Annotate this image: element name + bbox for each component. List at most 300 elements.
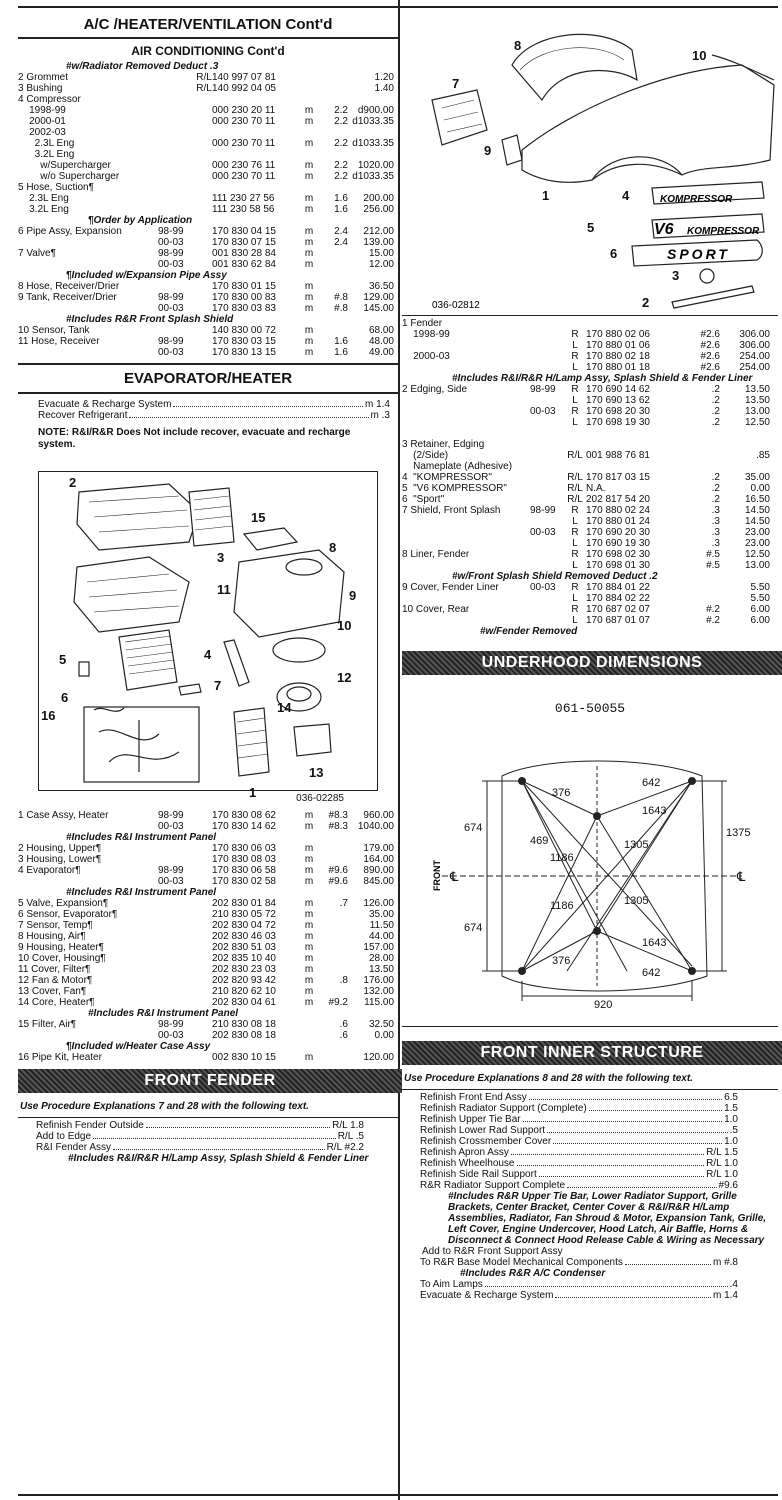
part-number: 202 830 04 61 (212, 997, 276, 1008)
dim-642-top: 642 (642, 777, 661, 789)
part-name (18, 1030, 158, 1041)
part-side (196, 843, 212, 854)
part-years: 00-03 (530, 527, 556, 538)
part-row (18, 920, 398, 931)
part-name: 8 Hose, Receiver/Drier (18, 281, 120, 292)
callout-5: 5 (59, 652, 67, 667)
part-price: 126.00 (363, 898, 394, 909)
part-name (18, 259, 158, 270)
part-flag (300, 1019, 318, 1030)
part-years (530, 483, 564, 494)
callout-7: 7 (214, 678, 222, 693)
fender-procedure-note: Use Procedure Explanations 7 and 28 with the following text. (20, 1101, 309, 1112)
part-years (530, 417, 564, 428)
callout-2: 2 (642, 295, 650, 310)
part-name: 2 Edging, Side (402, 384, 468, 395)
part-price: 14.50 (744, 505, 770, 516)
part-years (158, 986, 196, 997)
part-price: 49.00 (368, 347, 394, 358)
part-name: w/o Supercharger (18, 171, 120, 182)
part-row (402, 483, 778, 494)
part-labor-time (318, 964, 348, 975)
part-years (530, 593, 564, 604)
part-row (18, 953, 398, 964)
callout-3: 3 (217, 550, 225, 565)
part-labor-time: 1.6 (334, 204, 348, 215)
part-price: 1040.00 (357, 821, 394, 832)
part-row (402, 549, 778, 560)
part-side (196, 325, 212, 336)
callout-15: 15 (251, 510, 266, 525)
part-side (196, 303, 212, 314)
section-subtitle: AIR CONDITIONING Cont'd (131, 44, 285, 58)
callout-12: 12 (337, 670, 352, 685)
part-price: 23.00 (744, 538, 770, 549)
part-row (18, 336, 398, 347)
part-row (18, 1030, 398, 1041)
fender-labor (18, 1117, 398, 1153)
part-years (158, 909, 196, 920)
part-number: 170 830 14 62 (212, 821, 276, 832)
inner-labor (402, 1089, 778, 1191)
callout-6: 6 (61, 690, 69, 705)
part-row (18, 259, 398, 270)
part-number: 001 830 62 84 (212, 259, 276, 270)
part-price: 6.00 (750, 604, 770, 615)
part-name (402, 516, 530, 527)
part-side (196, 105, 212, 116)
part-number: 170 690 19 30 (586, 538, 650, 549)
part-row (18, 964, 398, 975)
part-row (402, 384, 778, 395)
part-number (212, 94, 300, 105)
part-row (402, 318, 778, 329)
part-labor-time (318, 953, 348, 964)
part-number: 170 698 19 30 (586, 417, 650, 428)
ac-note-2: ¶Order by Application (88, 215, 193, 226)
part-side (564, 318, 586, 329)
part-labor-time: .3 (711, 538, 720, 549)
badge-kompressor: KOMPRESSOR (660, 194, 733, 205)
dim-1186-bottom: 1186 (550, 900, 574, 912)
part-price: 145.00 (363, 303, 394, 314)
part-flag: m (304, 171, 314, 182)
part-price: 5.50 (750, 582, 770, 593)
dim-1305-top: 1305 (624, 839, 649, 851)
labor-row: Refinish Apron Assy R/L 1.5 (420, 1147, 738, 1158)
part-side: L (572, 560, 578, 571)
front-inner-structure-title: FRONT INNER STRUCTURE (402, 1041, 782, 1065)
part-name (402, 560, 530, 571)
part-labor-time: #.8 (334, 292, 348, 303)
part-row (402, 417, 778, 428)
part-years (158, 127, 196, 138)
part-name (402, 406, 530, 417)
part-name (402, 428, 530, 439)
part-years (530, 351, 564, 362)
part-side: L (572, 516, 578, 527)
part-price: 115.00 (364, 997, 394, 1008)
part-years: 98-99 (158, 810, 184, 821)
part-labor-time: #.8 (334, 303, 348, 314)
part-labor-time: #.2 (706, 604, 720, 615)
callout-1: 1 (249, 785, 257, 800)
part-flag: m (304, 248, 314, 259)
part-flag: m (304, 821, 314, 832)
part-flag: m (304, 876, 314, 887)
ac-note-3: ¶Included w/Expansion Pipe Assy (66, 270, 227, 281)
part-price: 14.50 (744, 516, 770, 527)
part-number: 202 830 23 03 (212, 964, 276, 975)
part-number: 202 830 46 03 (212, 931, 276, 942)
labor-row: Refinish Fender Outside R/L 1.8 (36, 1120, 364, 1131)
part-row (402, 560, 778, 571)
part-labor-time: .2 (711, 483, 720, 494)
dim-376-top: 376 (552, 787, 571, 799)
part-row (18, 810, 398, 821)
part-row (402, 395, 778, 406)
callout-9: 9 (349, 588, 357, 603)
part-years: 00-03 (158, 821, 184, 832)
part-flag: m (304, 292, 314, 303)
part-years (158, 975, 196, 986)
part-row (402, 593, 778, 604)
part-labor-time (318, 942, 348, 953)
part-years: 00-03 (530, 582, 556, 593)
labor-row: Refinish Lower Rad Support .5 (420, 1125, 738, 1136)
part-side (196, 259, 212, 270)
part-labor-time: 2.4 (334, 237, 348, 248)
part-price: 890.00 (363, 865, 394, 876)
part-side (196, 920, 212, 931)
part-row (402, 494, 778, 505)
centerline-left: ℄ (450, 869, 459, 884)
part-years (530, 516, 564, 527)
part-row (402, 505, 778, 516)
badge-v6: V6 (654, 221, 674, 238)
part-flag: m (304, 953, 314, 964)
part-number: 170 830 07 15 (212, 237, 276, 248)
part-price: 200.00 (363, 193, 394, 204)
part-name: 12 Fan & Motor¶ (18, 975, 93, 986)
centerline-right: ℄ (737, 869, 746, 884)
part-number: 111 230 27 56 (212, 193, 275, 204)
part-years (158, 964, 196, 975)
part-price: 68.00 (368, 325, 394, 336)
part-years (158, 94, 196, 105)
dim-1305-bottom: 1305 (624, 895, 649, 907)
part-row (18, 843, 398, 854)
part-flag: m (304, 909, 314, 920)
part-flag: m (304, 281, 314, 292)
labor-row: Evacuate & Recharge System m 1.4 (38, 399, 390, 410)
part-years (530, 615, 564, 626)
part-labor-time (318, 843, 348, 854)
part-name: 6 "Sport" (402, 494, 445, 505)
part-side (196, 149, 212, 160)
labor-row: R&I Fender Assy R/L #2.2 (36, 1142, 364, 1153)
dim-1643-top: 1643 (642, 805, 667, 817)
part-labor-time: 1.6 (334, 347, 348, 358)
part-labor-time (676, 450, 720, 461)
part-number: 000 230 76 11 (212, 160, 276, 171)
part-number: 210 830 05 72 (212, 909, 276, 920)
labor-row: R&R Radiator Support Complete #9.6 (420, 1180, 738, 1191)
part-side (196, 997, 212, 1008)
part-price: 306.00 (739, 329, 770, 340)
part-price: 1020.00 (357, 160, 394, 171)
part-number (212, 149, 300, 160)
part-row (18, 237, 398, 248)
part-name: 2.3L Eng (18, 193, 69, 204)
part-side (196, 986, 212, 997)
part-side (196, 942, 212, 953)
inner-note: #Includes R&R Upper Tie Bar, Lower Radiator Support, Grille Brackets, Center Bracket, Center Cover & R&I/R&R H/Lamp Assemblies, Radiator, Fan Shroud & Motor, Expansion Tank, Grille, Left Cover, Engine Undercover, Hood Latch, Air Baffle, Horns & Disconnect & Connect Hood Release Cable & Wiring as Necessary (448, 1191, 767, 1246)
part-labor-time: #9.6 (328, 876, 348, 887)
part-name: 3 Housing, Lower¶ (18, 854, 102, 865)
part-row (18, 865, 398, 876)
part-price: 306.00 (739, 340, 770, 351)
part-price: 212.00 (363, 226, 394, 237)
part-years (158, 953, 196, 964)
part-labor-time: .3 (711, 527, 720, 538)
part-price: 13.00 (744, 560, 770, 571)
part-name (402, 593, 530, 604)
underhood-diagram (402, 681, 778, 1027)
part-years: 00-03 (158, 347, 184, 358)
part-price (720, 439, 770, 450)
part-name: 2.3L Eng (18, 138, 75, 149)
part-number: 170 690 20 30 (586, 527, 650, 538)
front-fender-title: FRONT FENDER (18, 1069, 402, 1093)
part-name: 8 Liner, Fender (402, 549, 470, 560)
part-name: 4 Compressor (18, 94, 81, 105)
part-row (18, 171, 398, 182)
part-price: 12.50 (744, 549, 770, 560)
part-name: 15 Filter, Air¶ (18, 1019, 77, 1030)
part-labor-time (318, 1052, 348, 1063)
callout-4: 4 (204, 647, 212, 662)
part-years (158, 171, 196, 182)
part-years (530, 604, 564, 615)
part-years (158, 105, 196, 116)
part-flag: m (304, 898, 314, 909)
part-labor-time (318, 72, 348, 83)
part-years (158, 138, 196, 149)
part-number: 170 884 01 22 (586, 582, 650, 593)
part-number: 202 830 04 72 (212, 920, 276, 931)
part-number: 170 830 06 03 (212, 843, 276, 854)
part-row (18, 909, 398, 920)
part-number: 001 988 76 81 (586, 450, 650, 461)
part-labor-time: #.5 (706, 560, 720, 571)
evap-parts-list (18, 810, 398, 832)
part-name: 1 Case Assy, Heater (18, 810, 109, 821)
callout-4: 4 (622, 188, 630, 203)
part-number: 140 997 07 81 (212, 72, 276, 83)
part-name: 8 Housing, Air¶ (18, 931, 86, 942)
part-side (196, 281, 212, 292)
part-number: 202 835 10 40 (212, 953, 276, 964)
part-row (402, 406, 778, 417)
labor-row: Refinish Front End Assy 6.5 (420, 1092, 738, 1103)
part-name: 10 Cover, Rear (402, 604, 470, 615)
part-labor-time (676, 439, 720, 450)
callout-9: 9 (484, 143, 492, 158)
part-name: 9 Cover, Fender Liner (402, 582, 499, 593)
part-number: 170 880 02 06 (586, 329, 650, 340)
part-flag (300, 182, 318, 193)
part-price: 1.40 (374, 83, 394, 94)
part-years: 98-99 (530, 505, 556, 516)
labor-row: Recover Refrigerant m .3 (38, 410, 390, 421)
part-number: 140 830 00 72 (212, 325, 276, 336)
part-side (196, 854, 212, 865)
part-side: R (571, 549, 579, 560)
part-number (586, 428, 676, 439)
part-name: 10 Cover, Housing¶ (18, 953, 106, 964)
part-side: R/L (567, 483, 583, 494)
part-price: 13.50 (368, 964, 394, 975)
callout-5: 5 (587, 220, 595, 235)
part-side (196, 975, 212, 986)
part-name: 13 Cover, Fan¶ (18, 986, 87, 997)
part-price: 120.00 (363, 1052, 394, 1063)
part-name (18, 303, 158, 314)
part-side (196, 160, 212, 171)
part-name: 3.2L Eng (18, 204, 69, 215)
part-labor-time (318, 127, 348, 138)
part-name: 10 Sensor, Tank (18, 325, 90, 336)
part-row (18, 149, 398, 160)
left-column (18, 0, 400, 1500)
ac-parts-list-4 (18, 325, 398, 358)
callout-3: 3 (672, 268, 680, 283)
fender-note: #Includes R&I/R&R H/Lamp Assy, Splash Shield & Fender Liner (68, 1153, 369, 1164)
part-years: 98-99 (158, 336, 184, 347)
part-years: 00-03 (158, 303, 184, 314)
part-price (348, 182, 398, 193)
part-name: 9 Tank, Receiver/Drier (18, 292, 117, 303)
part-name (18, 237, 158, 248)
part-years (158, 997, 196, 1008)
part-row (18, 226, 398, 237)
part-row (18, 997, 398, 1008)
part-price: 0.00 (750, 483, 770, 494)
part-number: 002 830 10 15 (212, 1052, 276, 1063)
part-price: 12.50 (744, 417, 770, 428)
part-labor-time: .6 (339, 1019, 348, 1030)
part-labor-time: 1.6 (334, 193, 348, 204)
part-name (402, 527, 530, 538)
part-row (18, 138, 398, 149)
part-name: 5 Valve, Expansion¶ (18, 898, 109, 909)
part-price: 13.50 (744, 384, 770, 395)
part-flag: m (304, 920, 314, 931)
part-number: 170 880 02 24 (586, 505, 650, 516)
part-row (402, 439, 778, 450)
part-name: 4 "KOMPRESSOR" (402, 472, 492, 483)
ac-note-4: #Includes R&R Front Splash Shield (66, 314, 234, 325)
part-price: 139.00 (363, 237, 394, 248)
part-name: 7 Sensor, Temp¶ (18, 920, 93, 931)
part-years (158, 325, 196, 336)
part-side: R (571, 406, 579, 417)
part-labor-time: #8.3 (328, 821, 348, 832)
part-name: Nameplate (Adhesive) (402, 461, 513, 472)
part-labor-time (318, 931, 348, 942)
callout-2: 2 (69, 475, 77, 490)
part-labor-time (676, 582, 720, 593)
part-side: R (571, 384, 579, 395)
part-row (402, 428, 778, 439)
part-flag: m (304, 193, 314, 204)
evap-parts-list-5 (18, 1052, 398, 1063)
part-price: 12.00 (368, 259, 394, 270)
part-years (158, 72, 196, 83)
part-row (402, 516, 778, 527)
part-row (18, 854, 398, 865)
ac-parts-list-3 (18, 281, 398, 314)
part-price: 35.00 (744, 472, 770, 483)
part-name (18, 347, 158, 358)
part-row (18, 127, 398, 138)
part-row (18, 876, 398, 887)
part-years (158, 193, 196, 204)
part-price (348, 127, 398, 138)
part-years (158, 920, 196, 931)
part-number: 170 830 03 15 (212, 336, 276, 347)
part-price: d1033.35 (352, 171, 394, 182)
part-labor-time: .2 (711, 417, 720, 428)
part-flag (300, 1030, 318, 1041)
part-price: 11.50 (369, 920, 394, 931)
part-side (196, 237, 212, 248)
part-flag: m (304, 138, 314, 149)
part-years: 00-03 (158, 237, 184, 248)
part-number: 140 992 04 05 (212, 83, 276, 94)
part-price: d1033.35 (352, 138, 394, 149)
part-number: N.A. (586, 483, 606, 494)
part-number: 170 880 01 18 (586, 362, 650, 373)
part-labor-time (318, 854, 348, 865)
part-price: 44.00 (368, 931, 394, 942)
part-name: 9 Housing, Heater¶ (18, 942, 104, 953)
underhood-dimensions-title: UNDERHOOD DIMENSIONS (402, 651, 782, 675)
part-name (402, 395, 530, 406)
part-flag: m (304, 347, 314, 358)
part-price: 28.00 (368, 953, 394, 964)
part-years (158, 281, 196, 292)
part-years: 00-03 (158, 259, 184, 270)
inner-note-2: #Includes R&R A/C Condenser (460, 1268, 606, 1279)
part-row (402, 362, 778, 373)
callout-1: 1 (542, 188, 550, 203)
part-side (564, 461, 586, 472)
dim-1186-top: 1186 (550, 852, 574, 864)
part-row (18, 248, 398, 259)
part-row (402, 615, 778, 626)
part-price: 16.50 (744, 494, 770, 505)
callout-8: 8 (514, 38, 522, 53)
part-flag: m (304, 226, 314, 237)
part-side (196, 182, 212, 193)
part-number: 000 230 70 11 (212, 171, 276, 182)
part-side (196, 865, 212, 876)
part-side (196, 964, 212, 975)
part-price: 179.00 (363, 843, 394, 854)
part-flag: m (304, 116, 314, 127)
